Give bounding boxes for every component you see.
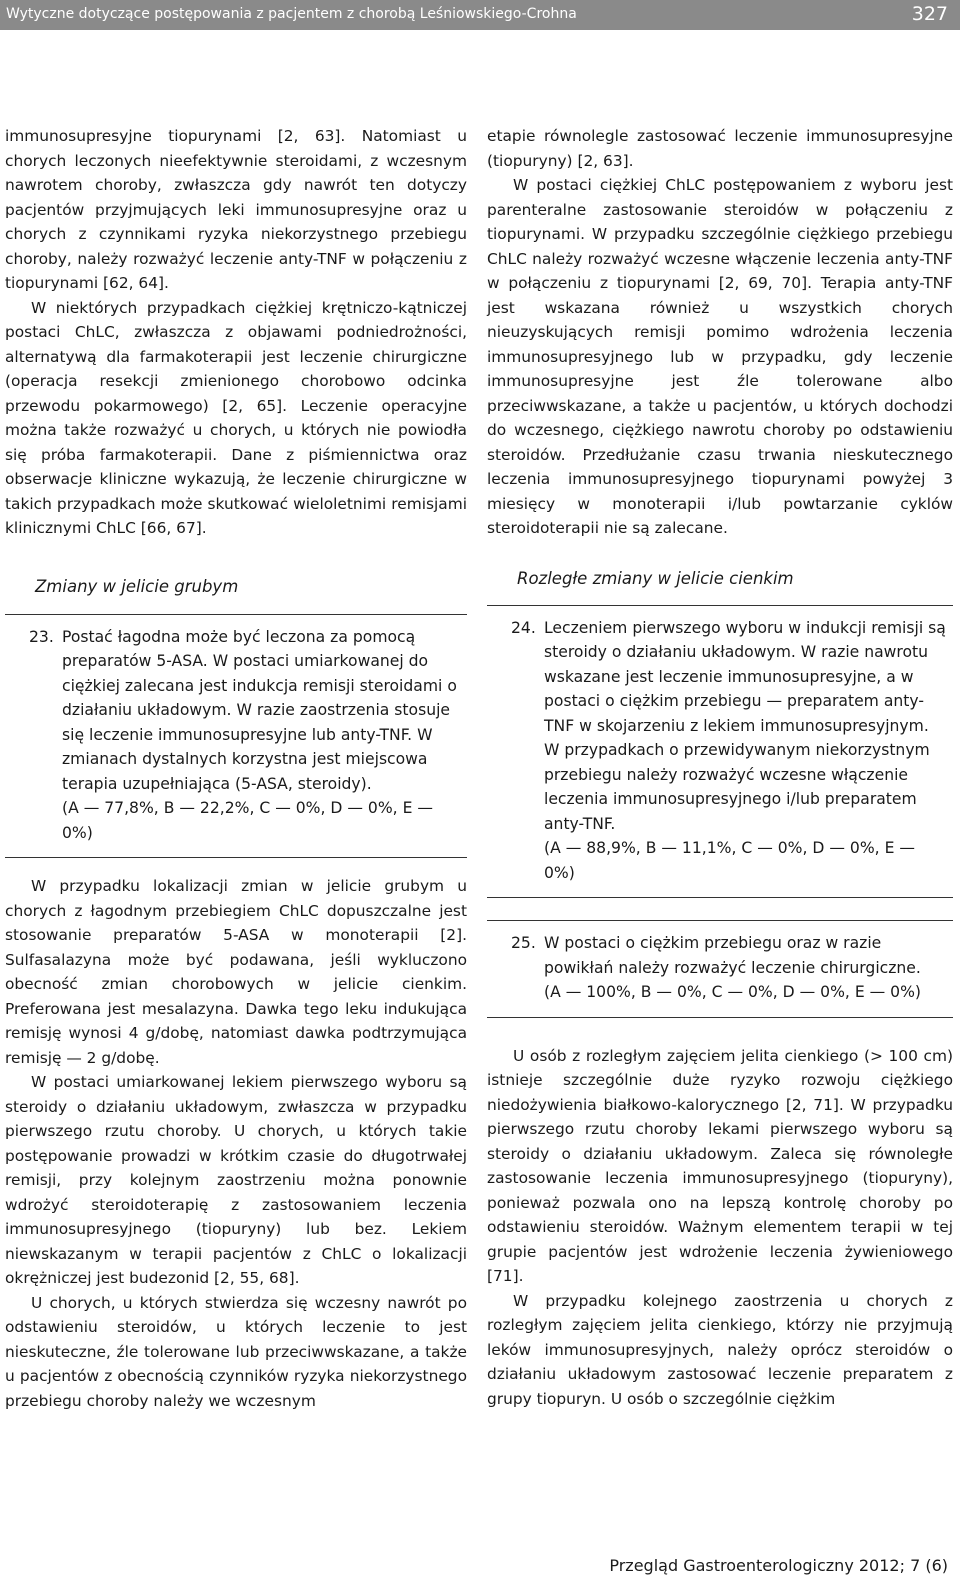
recommendation-box-24 bbox=[487, 605, 953, 899]
recommendation-votes: (A — 88,9%, B — 11,1%, C — 0%, D — 0%, E — 0%) bbox=[544, 839, 915, 882]
paragraph: W przypadku lokalizacji zmian w jelicie grubym u chorych z łagodnym przebiegiem ChLC dopuszczalne jest stosowanie preparatów 5-ASA w monoterapii [2]. Sulfasalazyna może być podawana, jeśli wykluczono obecność zmian chorobowych w jelicie cienkim. Preferowana jest mesalazyna. Dawka tego leku indukująca remisję wynosi 4 g/dobę, natomiast dawka podtrzymująca remisję — 2 g/dobę. bbox=[5, 877, 467, 1067]
paragraph: W postaci umiarkowanej lekiem pierwszego wyboru są steroidy o działaniu układowym, zwłaszcza w przypadku pierwszego rzutu choroby. U chorych, u których takie postępowanie prowadzi w krótkim czasie do długotrwałej remisji, przy kolejnym zaostrzeniu można ponownie wdrożyć steroidoterapię z zastosowaniem leczenia immunosupresyjnego (tiopuryny) lub bez. Lekiem niewskazanym w terapii pacjentów z ChLC o lokalizacji okrężniczej jest budezonid [2, 55, 68]. bbox=[5, 1073, 467, 1287]
recommendation-number: 23. bbox=[29, 627, 54, 646]
paragraph: W postaci ciężkiej ChLC postępowaniem z wyboru jest parenteralne zastosowanie steroidów w połączeniu z tiopurynami. W przypadku szczególnie ciężkiego przebiegu ChLC należy rozważyć wczesne włączenie leczenia anty-TNF w połączeniu z tiopurynami [2, 69, 70]. Terapia anty-TNF jest wskazana również u wszystkich chorych nieuzyskujących remisji pomimo wdrożenia leczenia immunosupresyjnego lub w przypadku, gdy leczenie immunosupresyjne jest źle tolerowane albo przeciwwskazane, a także u pacjentów, u których dochodzi do wczesnego, ciężkiego nawrotu choroby po odstawieniu steroidów. Przedłużanie czasu trwania nieskutecznego leczenia immunosupresyjnego tiopurynami powyżej 3 miesięcy w monoterapii i/lub powtarzanie cyklów steroidoterapii nie są zalecane. bbox=[487, 176, 953, 537]
paragraph: U osób z rozległym zajęciem jelita cienkiego (> 100 cm) istnieje szczególnie duże ryzyko rozwoju ciężkiego niedożywienia białkowo-kalorycznego [2, 71]. W przypadku pierwszego rzutu choroby lekami pierwszego wyboru są steroidy o działaniu układowym. Zaleca się równoległe zastosowanie leczenia immunosupresyjnego (tiopuryny), ponieważ pozwala ono na lepszą kontrolę choroby po odstawieniu steroidów. Ważnym elementem terapii w tej grupie pacjentów jest wdrożenie leczenia żywieniowego [71]. bbox=[487, 1046, 953, 1285]
running-title: Wytyczne dotyczące postępowania z pacjentem z chorobą Leśniowskiego-Crohna bbox=[6, 6, 577, 22]
recommendation-text: W postaci o ciężkim przebiegu oraz w razie powikłań należy rozważyć leczenie chirurgiczne. bbox=[544, 934, 921, 977]
recommendation-box-25 bbox=[487, 920, 953, 1018]
recommendation-text: Leczeniem pierwszego wyboru w indukcji remisji są steroidy o działaniu układowym. W razie nawrotu wskazane jest leczenie immunosupresyjne, a w postaci o ciężkim przebiegu — preparatem anty-TNF w skojarzeniu z lekiem immunosupresyjnym. W przypadkach o przewidywanym niekorzystnym przebiegu należy rozważyć wczesne włączenie leczenia immunosupresyjnego i/lub preparatem anty-TNF. bbox=[544, 618, 946, 833]
left-column bbox=[5, 124, 467, 1413]
section-heading: Rozległe zmiany w jelicie cienkim bbox=[517, 568, 794, 588]
running-header bbox=[0, 0, 960, 30]
right-column bbox=[487, 124, 953, 1411]
recommendation-number: 25. bbox=[511, 934, 536, 952]
paragraph: W przypadku kolejnego zaostrzenia u chorych z rozległym zajęciem jelita cienkiego, którzy nie przyjmują leków immunosupresyjnych, należy oprócz steroidów o działaniu układowym zastosować leczenie preparatem z grupy tiopuryn. U osób o szczególnie ciężkim bbox=[487, 1291, 953, 1408]
paragraph: etapie równolegle zastosować leczenie immunosupresyjne (tiopuryny) [2, 63]. bbox=[487, 127, 953, 170]
page-number: 327 bbox=[911, 3, 948, 25]
paragraph: W niektórych przypadkach ciężkiej krętniczo-kątniczej postaci ChLC, zwłaszcza z objawami podniedrożności, alternatywą dla farmakoterapii jest leczenie chirurgiczne (operacja resekcji zmienionego chorobowo odcinka przewodu pokarmowego) [2, 65]. Leczenie operacyjne można także rozważyć u chorych, u których nie powiodła się próba farmakoterapii. Dane z piśmiennictwa oraz obserwacje kliniczne wykazują, że leczenie chirurgiczne w takich przypadkach może skutkować wieloletnimi remisjami klinicznymi ChLC [66, 67]. bbox=[5, 298, 467, 537]
paragraph: U chorych, u których stwierdza się wczesny nawrót po odstawieniu steroidów, u których leczenie to jest nieskuteczne, źle tolerowane lub przeciwwskazane, a także u pacjentów z obecnością czynników ryzyka niekorzystnego przebiegu choroby należy we wczesnym bbox=[5, 1293, 467, 1410]
section-heading: Zmiany w jelicie grubym bbox=[35, 576, 239, 596]
journal-footer: Przegląd Gastroenterologiczny 2012; 7 (6) bbox=[609, 1556, 948, 1575]
recommendation-votes: (A — 77,8%, B — 22,2%, C — 0%, D — 0%, E — 0%) bbox=[62, 799, 433, 842]
paragraph: immunosupresyjne tiopurynami [2, 63]. Natomiast u chorych leczonych nieefektywnie steroidami, z wczesnym nawrotem choroby, zwłaszcza gdy nawrót ten dotyczy pacjentów przyjmujących leki immunosupresyjne oraz u chorych z czynnikami ryzyka niekorzystnego przebiegu choroby, należy rozważyć leczenie anty-TNF w połączeniu z tiopurynami [62, 64]. bbox=[5, 127, 467, 292]
recommendation-box-23 bbox=[5, 614, 467, 859]
recommendation-number: 24. bbox=[511, 618, 536, 637]
recommendation-votes: (A — 100%, B — 0%, C — 0%, D — 0%, E — 0%) bbox=[544, 983, 922, 1001]
recommendation-text: Postać łagodna może być leczona za pomocą preparatów 5-ASA. W postaci umiarkowanej do ciężkiej zalecana jest indukcja remisji steroidami o działaniu układowym. W razie zaostrzenia stosuje się leczenie immunosupresyjne lub anty-TNF. W zmianach dystalnych korzystna jest miejscowa terapia uzupełniająca (5-ASA, steroidy). bbox=[62, 627, 457, 793]
